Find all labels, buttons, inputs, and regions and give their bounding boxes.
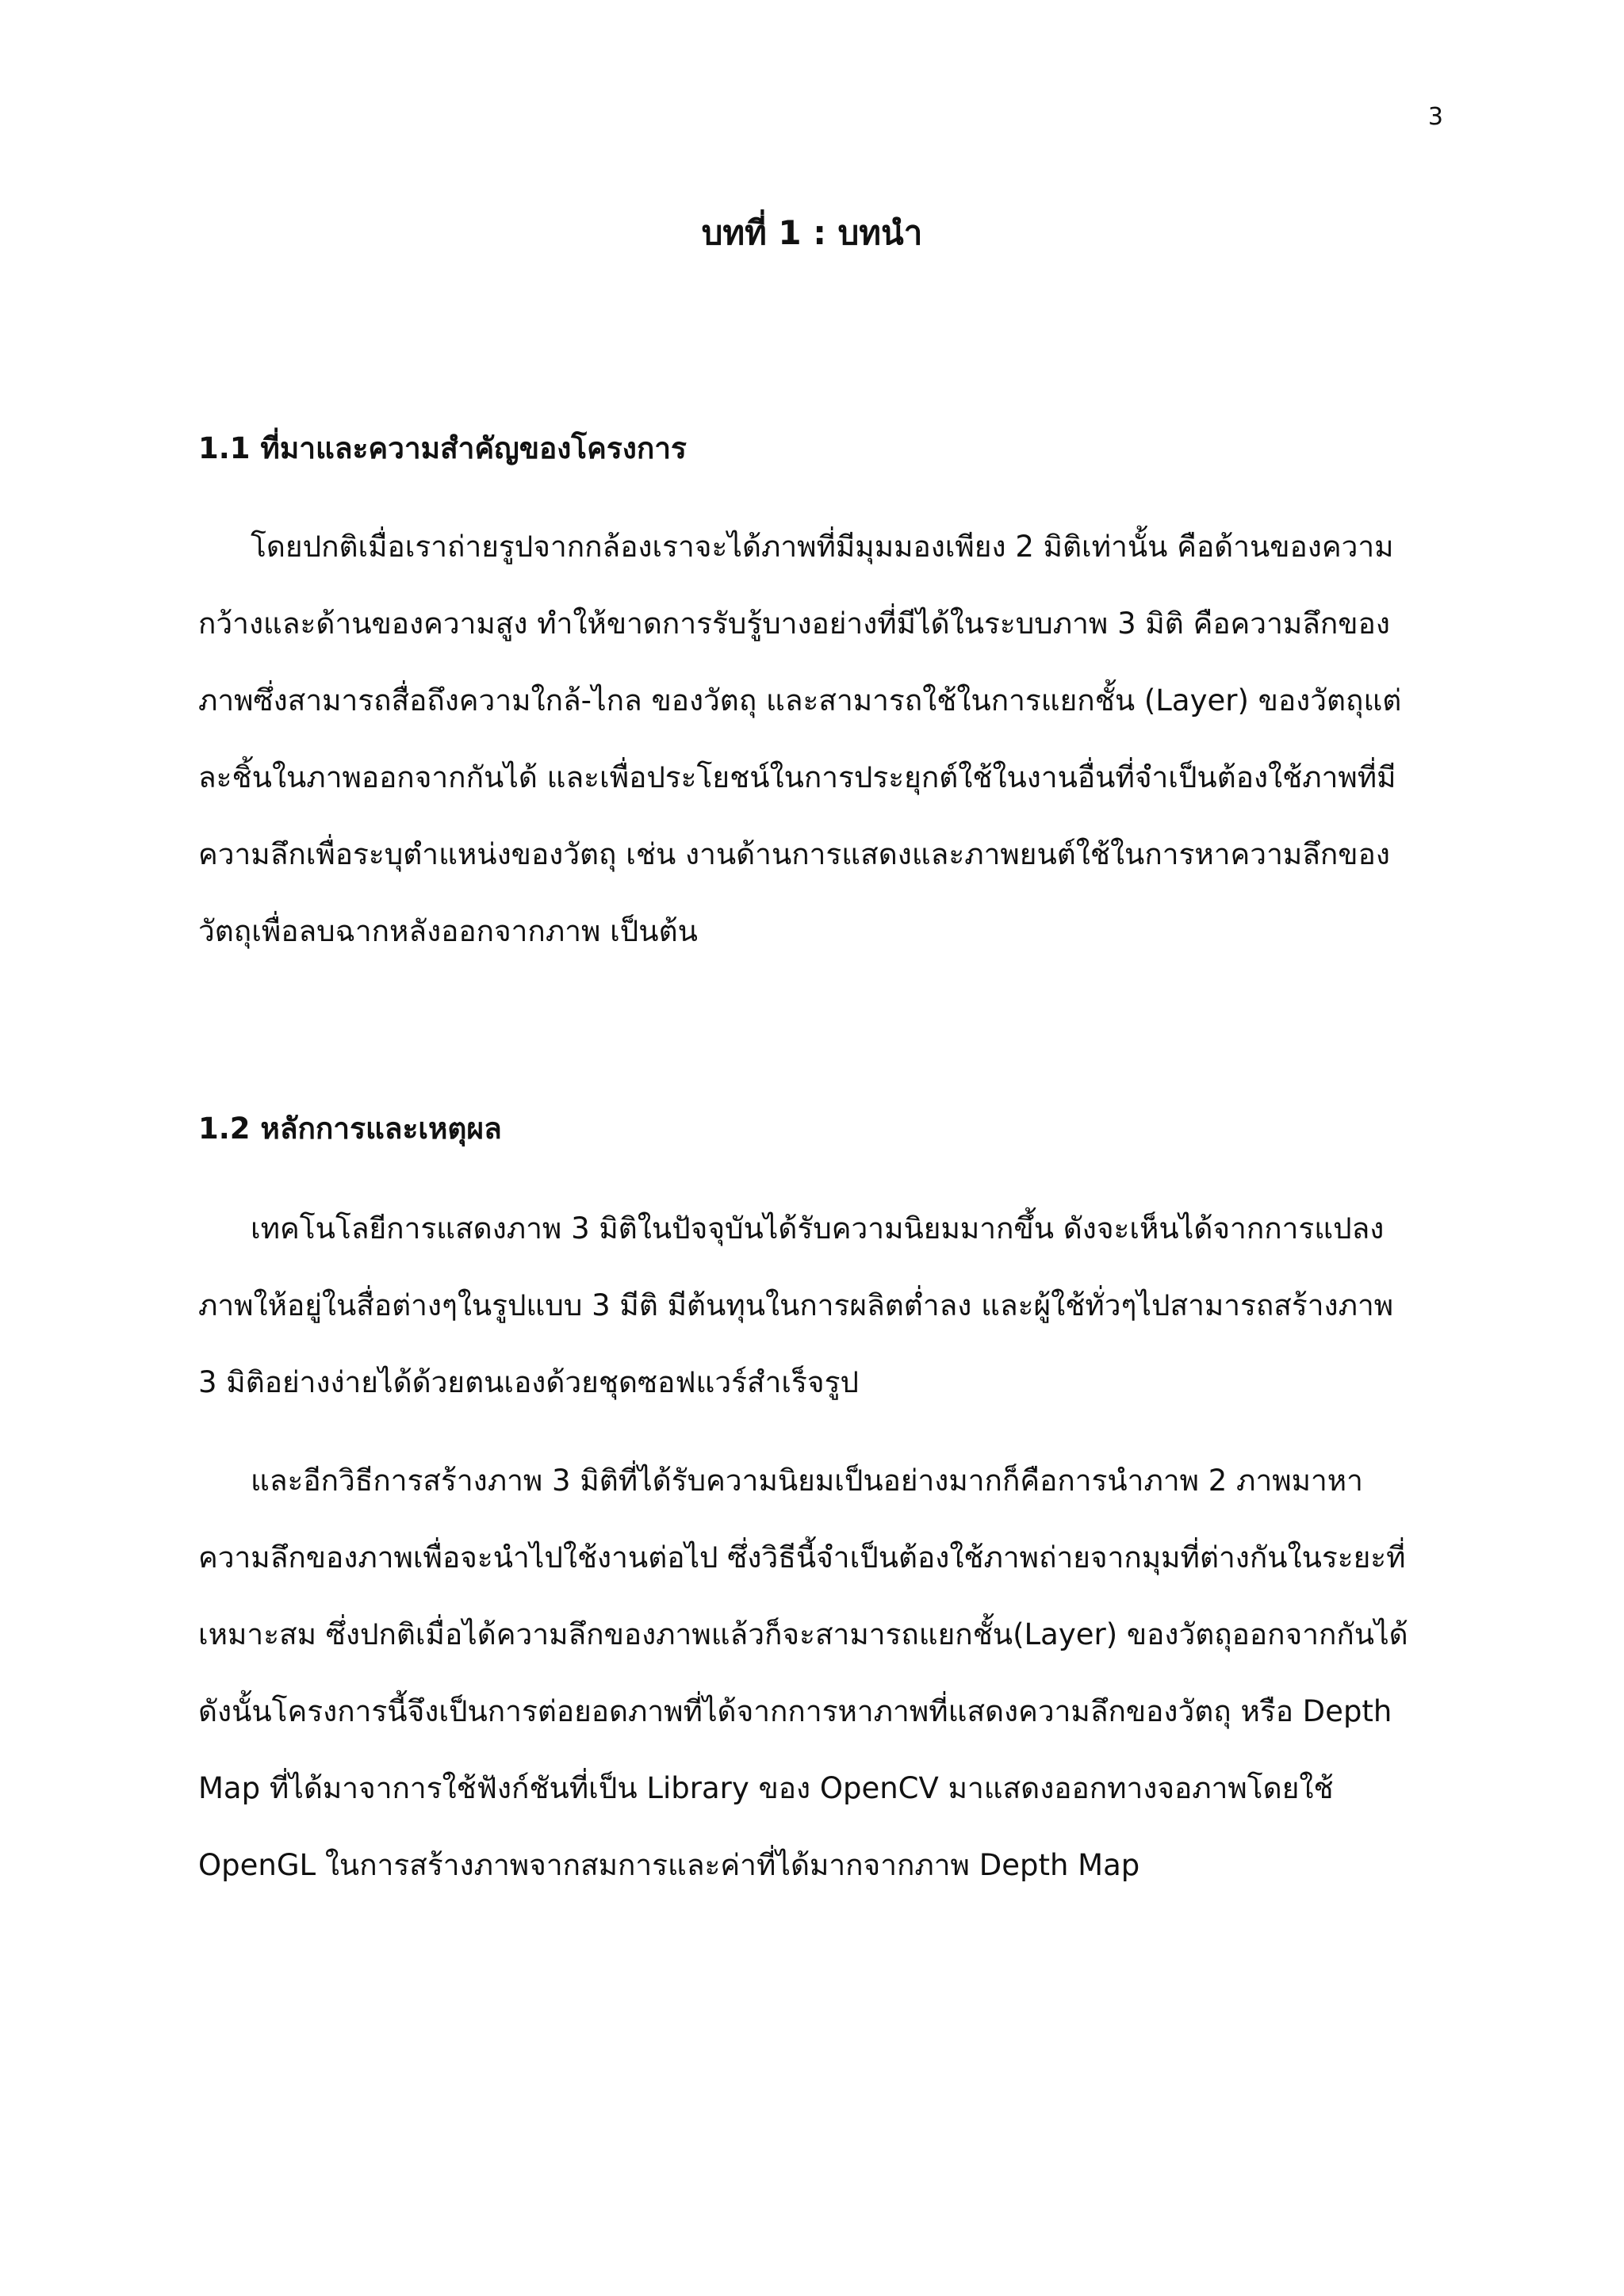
paragraph-line: และอีกวิธีการสร้างภาพ 3 มิติที่ได้รับความนิยมเป็นอย่างมากก็คือการนำภาพ 2 ภาพมาหา: [251, 1464, 1363, 1498]
paragraph-1-1-1: [198, 525, 1435, 986]
paragraph-1-2-2: [198, 1459, 1435, 1920]
paragraph-line: ความลึกของภาพเพื่อจะนำไปใช้งานต่อไป ซึ่งวิธีนี้จำเป็นต้องใช้ภาพถ่ายจากมุมที่ต่างกันในระยะที่: [198, 1540, 1406, 1575]
section-heading-1-1: 1.1 ที่มาและความสำคัญของโครงการ: [198, 431, 687, 465]
paragraph-line: เทคโนโลยีการแสดงภาพ 3 มิติในปัจจุบันได้รับความนิยมมากขึ้น ดังจะเห็นได้จากการแปลง: [251, 1211, 1385, 1246]
paragraph-line: กว้างและด้านของความสูง ทำให้ขาดการรับรู้บางอย่างที่มีได้ในระบบภาพ 3 มิติ คือความลึกของ: [198, 607, 1390, 641]
paragraph-line: 3 มิติอย่างง่ายได้ด้วยตนเองด้วยชุดซอฟแวร์สำเร็จรูป: [198, 1365, 859, 1399]
section-heading-1-2: 1.2 หลักการและเหตุผล: [198, 1112, 502, 1146]
paragraph-line: ภาพให้อยู่ในสื่อต่างๆในรูปแบบ 3 มีติ มีต้นทุนในการผลิตต่ำลง และผู้ใช้ทั่วๆไปสามารถสร้างภาพ: [198, 1288, 1394, 1322]
paragraph-line: โดยปกติเมื่อเราถ่ายรูปจากกล้องเราจะได้ภาพที่มีมุมมองเพียง 2 มิติเท่านั้น คือด้านของความ: [251, 530, 1394, 564]
paragraph-1-2-1: [198, 1207, 1435, 1437]
paragraph-line: Map ที่ได้มาจาการใช้ฟังก์ชันที่เป็น Library ของ OpenCV มาแสดงออกทางจอภาพโดยใช้: [198, 1771, 1334, 1805]
paragraph-line: เหมาะสม ซึ่งปกติเมื่อได้ความลึกของภาพแล้วก็จะสามารถแยกชั้น(Layer) ของวัตถุออกจากกันได้: [198, 1617, 1408, 1651]
paragraph-line: OpenGL ในการสร้างภาพจากสมการและค่าที่ได้มากจากภาพ Depth Map: [198, 1848, 1140, 1882]
page-number: 3: [1427, 103, 1443, 131]
chapter-title: บทที่ 1 : บทนำ: [701, 213, 923, 252]
paragraph-line: ภาพซึ่งสามารถสื่อถึงความใกล้-ไกล ของวัตถุ และสามารถใช้ในการแยกชั้น (Layer) ของวัตถุแต่: [198, 683, 1402, 718]
paragraph-line: วัตถุเพื่อลบฉากหลังออกจากภาพ เป็นต้น: [198, 914, 698, 948]
paragraph-line: ละชิ้นในภาพออกจากกันได้ และเพื่อประโยชน์ในการประยุกต์ใช้ในงานอื่นที่จำเป็นต้องใช้ภาพที่มี: [198, 760, 1396, 794]
paragraph-line: ดังนั้นโครงการนี้จึงเป็นการต่อยอดภาพที่ได้จากการหาภาพที่แสดงความลึกของวัตถุ หรือ Depth: [198, 1694, 1392, 1728]
paragraph-line: ความลึกเพื่อระบุตำแหน่งของวัตถุ เช่น งานด้านการแสดงและภาพยนต์ใช้ในการหาความลึกของ: [198, 837, 1390, 871]
